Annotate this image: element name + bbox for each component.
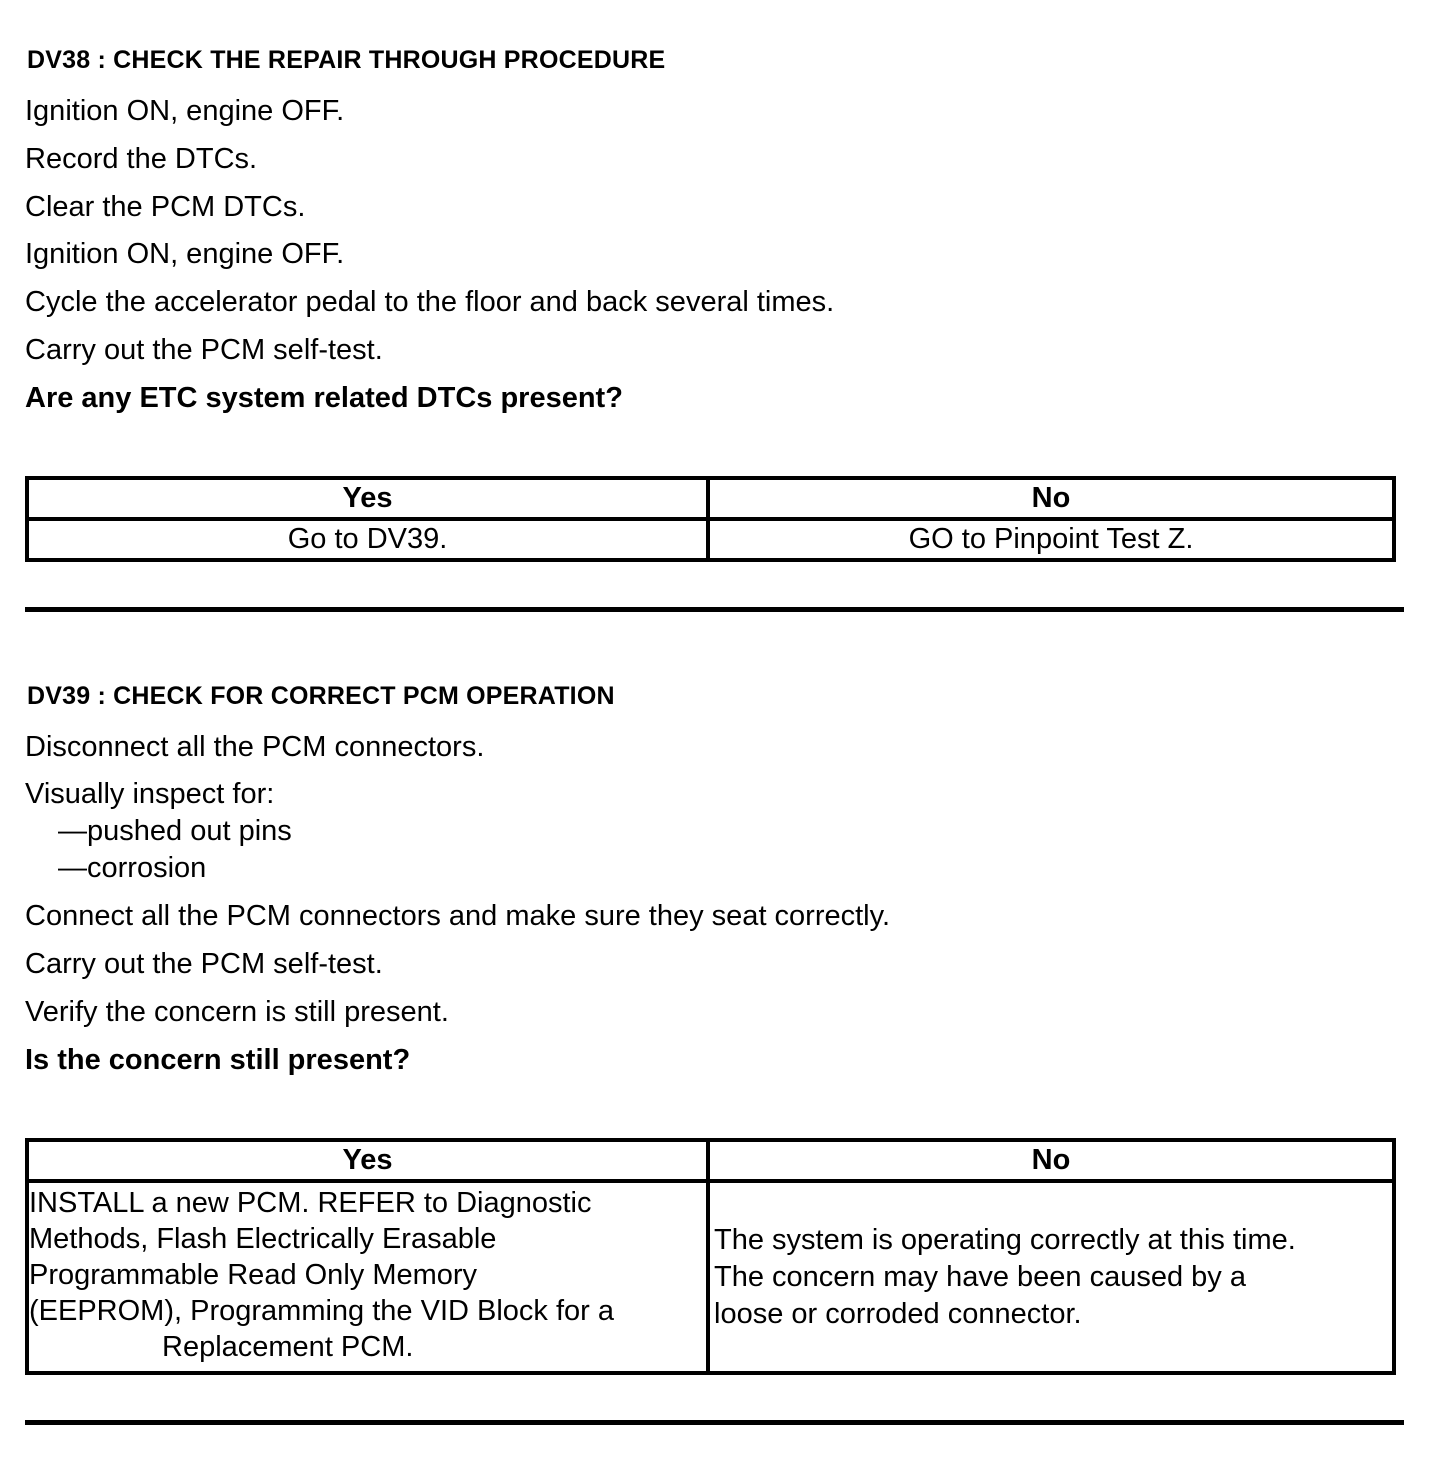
dv38-step: Clear the PCM DTCs. [25,191,306,223]
yes-header: Yes [27,1140,708,1181]
inspect-item: —pushed out pins [58,815,292,847]
yes-action-line: Programmable Read Only Memory [29,1259,478,1291]
dv38-title: DV38 : CHECK THE REPAIR THROUGH PROCEDURE [27,46,666,74]
no-action: GO to Pinpoint Test Z. [708,519,1394,560]
dv39-question: Is the concern still present? [25,1044,411,1076]
no-action-line: The concern may have been caused by a [714,1260,1246,1293]
yes-header: Yes [27,478,708,519]
yes-action-line: INSTALL a new PCM. REFER to Diagnostic [29,1187,592,1219]
section-divider [25,1420,1404,1425]
dv38-result-table [25,476,1396,562]
dv38-step: Record the DTCs. [25,143,258,175]
no-header: No [708,1140,1394,1181]
yes-action: Go to DV39. [27,519,708,560]
table-header-row [27,478,1394,519]
dv39-result-table [25,1138,1396,1375]
yes-action-line: (EEPROM), Programming the VID Block for a [29,1295,614,1327]
no-header: No [708,478,1394,519]
dv39-title: DV39 : CHECK FOR CORRECT PCM OPERATION [27,682,615,710]
no-action [708,1181,1394,1373]
no-action-line: The system is operating correctly at this time. [714,1223,1296,1256]
dv39-step: Visually inspect for: [25,778,275,810]
table-row [27,1181,1394,1373]
yes-action-line: Methods, Flash Electrically Erasable [29,1223,497,1255]
dv39-step: Connect all the PCM connectors and make sure they seat correctly. [25,900,891,932]
no-action-line: loose or corroded connector. [714,1297,1082,1330]
yes-action [27,1181,708,1373]
yes-action-line: Replacement PCM. [162,1331,414,1363]
dv39-step: Carry out the PCM self-test. [25,948,383,980]
dv38-step: Ignition ON, engine OFF. [25,95,345,127]
section-divider [25,607,1404,612]
dv39-step: Disconnect all the PCM connectors. [25,731,485,763]
dv38-step: Carry out the PCM self-test. [25,334,383,366]
dv38-question: Are any ETC system related DTCs present? [25,382,623,414]
dv38-step: Cycle the accelerator pedal to the floor and back several times. [25,286,835,318]
table-header-row [27,1140,1394,1181]
inspect-item: —corrosion [58,852,207,884]
dv38-step: Ignition ON, engine OFF. [25,238,345,270]
dv39-step: Verify the concern is still present. [25,996,449,1028]
table-row [27,519,1394,560]
